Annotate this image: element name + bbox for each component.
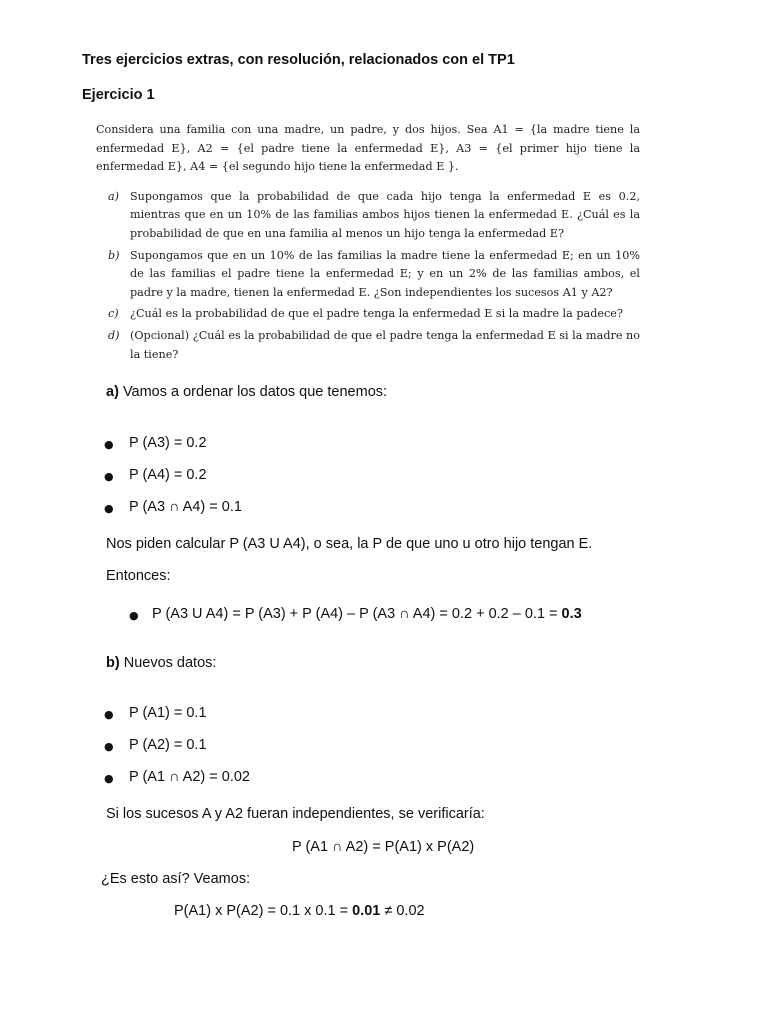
solution-b-formula: P (A1 ∩ A2) = P(A1) x P(A2)	[292, 839, 475, 855]
solution-label: b)	[106, 655, 120, 671]
item-text: Supongamos que en un 10% de las familias la madre tiene la enfermedad E; en un 10% de las familias el padre tiene la enfermedad E; y en un 2% de las familias ambos, el padre y la madre, tienen la enfermedad E. ¿Son independientes los sucesos A1 y A2?	[130, 248, 640, 299]
formula-text: P (A3 U A4) = P (A3) + P (A4) – P (A3 ∩ A4) = 0.2 + 0.2 – 0.1 =	[152, 606, 562, 622]
data-item: P (A2) = 0.1	[129, 737, 207, 753]
bullet-icon: ●	[104, 708, 114, 721]
solution-b-heading	[106, 655, 216, 671]
problem-item-b	[96, 247, 640, 303]
item-text: Supongamos que la probabilidad de que cada hijo tenga la enfermedad E es 0.2, mientras que en un 10% de las familias ambos hijos tienen la enfermedad E. ¿Cuál es la probabilidad de que en una familia al menos un hijo tenga la enfermedad E?	[130, 189, 640, 240]
bullet-icon: ●	[129, 609, 139, 622]
data-item: P (A3 ∩ A4) = 0.1	[129, 499, 242, 515]
solution-a-heading	[106, 384, 387, 400]
problem-item-a	[96, 188, 640, 244]
exercise-title: Ejercicio 1	[82, 87, 155, 103]
formula-result: 0.3	[561, 606, 582, 622]
solution-a-formula	[152, 606, 582, 622]
item-label: d)	[108, 328, 120, 342]
item-text: ¿Cuál es la probabilidad de que el padre tenga la enfermedad E si la madre la padece?	[130, 307, 623, 321]
data-item: P (A4) = 0.2	[129, 467, 207, 483]
calc-text: P(A1) x P(A2) = 0.1 x 0.1 =	[174, 903, 353, 919]
problem-intro: Considera una familia con una madre, un padre, y dos hijos. Sea A1 = {la madre tiene la enfermedad E}, A2 = {el padre tiene la enfermedad E}, A3 = {el primer hijo tiene la enfermedad E}, A4 = {el segundo hijo tiene la enfermedad E }.	[96, 123, 640, 174]
solution-a-ask: Nos piden calcular P (A3 U A4), o sea, la P de que uno u otro hijo tengan E.	[106, 536, 593, 552]
solution-a-then: Entonces:	[106, 568, 171, 584]
solution-a-intro: Vamos a ordenar los datos que tenemos:	[122, 384, 388, 400]
bullet-icon: ●	[104, 438, 114, 451]
bullet-icon: ●	[104, 740, 114, 753]
calc-tail: ≠ 0.02	[380, 903, 425, 919]
solution-b-condition: Si los sucesos A y A2 fueran independientes, se verificaría:	[106, 806, 485, 822]
bullet-icon: ●	[104, 772, 114, 785]
problem-item-c	[96, 305, 640, 324]
problem-item-d	[96, 327, 640, 364]
item-label: b)	[108, 248, 120, 262]
bullet-icon: ●	[104, 502, 114, 515]
data-item: P (A1 ∩ A2) = 0.02	[129, 769, 250, 785]
bullet-icon: ●	[104, 470, 114, 483]
item-label: c)	[108, 307, 119, 321]
data-item: P (A3) = 0.2	[129, 435, 207, 451]
solution-b-check: ¿Es esto así? Veamos:	[101, 871, 251, 887]
solution-b-calc	[174, 903, 425, 919]
problem-items	[96, 188, 640, 364]
item-text: (Opcional) ¿Cuál es la probabilidad de que el padre tenga la enfermedad E si la madre no la tiene?	[130, 328, 640, 361]
document-title: Tres ejercicios extras, con resolución, relacionados con el TP1	[82, 52, 515, 68]
data-item: P (A1) = 0.1	[129, 705, 207, 721]
calc-result: 0.01	[352, 903, 381, 919]
problem-statement	[96, 121, 640, 367]
solution-label: a)	[106, 384, 119, 400]
item-label: a)	[108, 189, 120, 203]
solution-b-intro: Nuevos datos:	[123, 655, 217, 671]
